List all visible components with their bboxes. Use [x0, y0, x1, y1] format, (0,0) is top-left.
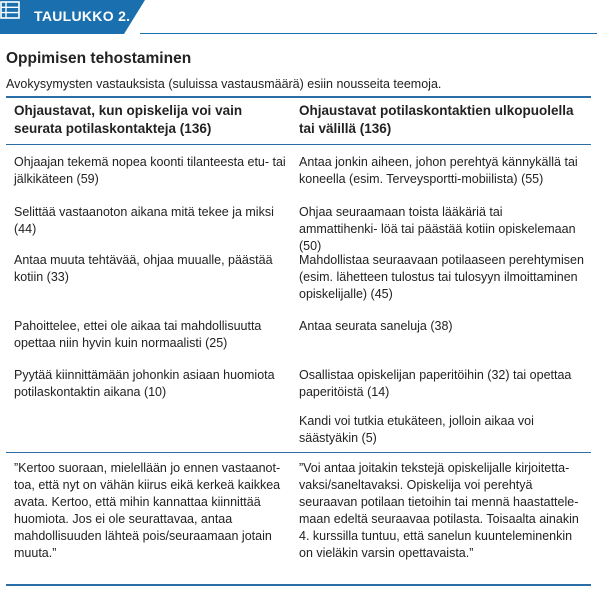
list-item: Pyytää kiinnittämään johonkin asiaan huomiota potilaskontaktin aikana (10)	[14, 368, 275, 399]
list-item: Antaa jonkin aiheen, johon perehtyä kännykällä tai koneella (esim. Terveysportti-mobiilista) (55)	[299, 155, 578, 186]
quote-col2: ”Voi antaa joitakin tekstejä opiskelijalle kirjoitetta- vaksi/saneltavaksi. Opiskelija voi perehtyä seuraavan potilaan tietoihin tai mennä haastattele- maan edeltä seuraavaa potilasta. Toisaalta ainakin 4. kurssilla tuntuu, että sanelun kuunteleminenkin on vieläkin varsin opettavaista.”	[299, 461, 579, 560]
list-item: Antaa seurata saneluja (38)	[299, 319, 453, 333]
table-bottom-rule	[6, 584, 591, 586]
table-subtitle: Avokysymysten vastauksista (suluissa vastausmäärä) esiin nousseita teemoja.	[6, 77, 442, 91]
list-item: Mahdollistaa seuraavaan potilaaseen perehtymisen (esim. lähetteen tulostus tai tulosyyn ilmoittaminen opiskelijalle) (45)	[299, 253, 584, 301]
list-item: Antaa muuta tehtävää, ohjaa muualle, päästää kotiin (33)	[14, 253, 273, 284]
table-list-icon	[0, 0, 20, 20]
column-header-1: Ohjaustavat, kun opiskelija voi vain seurata potilaskontakteja (136)	[14, 103, 243, 136]
column-header-2: Ohjaustavat potilaskontaktien ulkopuolella tai välillä (136)	[299, 103, 574, 136]
header-bottom-rule	[6, 144, 591, 145]
table-header-bar	[0, 0, 597, 34]
list-item: Kandi voi tutkia etukäteen, jolloin aikaa voi säästyäkin (5)	[299, 414, 534, 445]
list-item: Ohjaajan tekemä nopea koonti tilanteesta etu- tai jälkikäteen (59)	[14, 155, 286, 186]
table-title: Oppimisen tehostaminen	[6, 50, 192, 67]
header-rule	[140, 33, 597, 34]
list-item: Osallistaa opiskelijan paperitöihin (32) tai opettaa paperitöistä (14)	[299, 368, 572, 399]
list-item: Pahoittelee, ettei ole aikaa tai mahdollisuutta opettaa niin hyvin kuin normaalisti (25)	[14, 319, 262, 350]
quote-col1: ”Kertoo suoraan, mielellään jo ennen vastaanot- toa, että nyt on vähän kiirus eikä kerkeä kaikkea avata. Kertoo, että mihin kannattaa kiinnittää huomiota. Jos ei ole seurattavaa, antaa mahdollisuuden lähteä pois/seuraamaan jotain muuta.”	[14, 461, 281, 560]
list-item: Selittää vastaanoton aikana mitä tekee ja miksi (44)	[14, 205, 274, 236]
table-tag	[0, 0, 145, 34]
quotes-top-rule	[6, 452, 591, 453]
data-table	[6, 96, 591, 586]
table-top-rule	[6, 96, 591, 98]
list-item: Ohjaa seuraamaan toista lääkäriä tai ammattihenki- löä tai päästää kotiin opiskelemaan (50)	[299, 205, 576, 253]
table-tag-label: TAULUKKO 2.	[34, 8, 131, 24]
